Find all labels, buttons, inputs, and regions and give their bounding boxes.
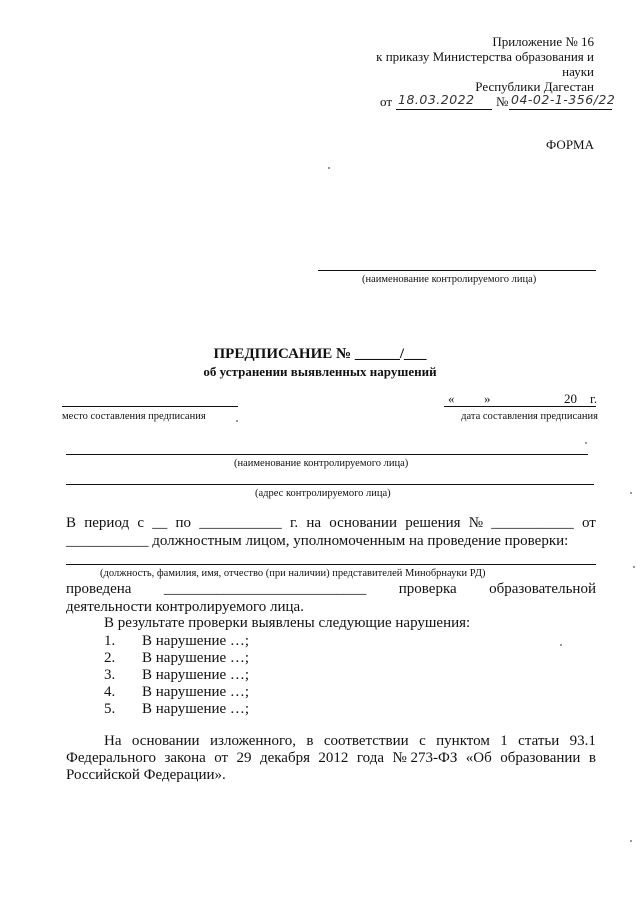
official-line [66, 564, 596, 565]
violation-text: В нарушение …; [142, 667, 250, 683]
word: пунктом [436, 733, 490, 749]
word: В [66, 515, 77, 531]
violation-number: 1. [104, 633, 116, 649]
word: № 273-ФЗ [392, 750, 458, 766]
order-date-handwritten: 18.03.2022 [398, 92, 475, 107]
order-date-underline [396, 109, 492, 110]
period-line-1 [66, 514, 596, 532]
entity-caption: (наименование контролируемого лица) [234, 458, 409, 469]
word: от [214, 750, 229, 766]
basis-line-3: Российской Федерации». [66, 767, 226, 783]
period-line-2: ___________ должностным лицом, уполномоченным на проведение проверки: [66, 533, 569, 549]
form-label: ФОРМА [546, 137, 594, 152]
basis-line-1 [104, 732, 596, 750]
word: от [582, 515, 596, 531]
entity-line [66, 454, 588, 455]
order-from-label: от [380, 94, 393, 109]
word: года [356, 750, 384, 766]
word: по [175, 515, 192, 531]
order-reference: к приказу Министерства образования и [376, 49, 594, 64]
appendix-number: Приложение № 16 [492, 34, 594, 49]
word: образовательной [489, 581, 596, 597]
word: № [468, 515, 484, 531]
result-intro: В результате проверки выявлены следующие нарушения: [104, 615, 471, 631]
blank-field: ___________ [199, 515, 282, 531]
word: период [84, 515, 130, 531]
word: с [137, 515, 145, 531]
word: изложенного, [210, 733, 296, 749]
word: статьи [518, 733, 560, 749]
top-entity-caption: (наименование контролируемого лица) [362, 274, 537, 285]
address-caption: (адрес контролируемого лица) [255, 488, 391, 499]
word: основании [329, 515, 397, 531]
scan-speck [236, 420, 238, 422]
scan-speck [328, 167, 330, 169]
word: 2012 [318, 750, 349, 766]
violation-number: 2. [104, 650, 116, 666]
activity-line: деятельности контролируемого лица. [66, 599, 304, 615]
violation-number: 3. [104, 667, 116, 683]
document-title: ПРЕДПИСАНИЕ № ______/___ [213, 346, 427, 362]
word: 1 [500, 733, 508, 749]
word: на [306, 515, 322, 531]
scan-speck [630, 492, 632, 494]
date-year-suffix: г. [590, 391, 598, 406]
word: в [588, 750, 596, 766]
order-reference-cont: науки [562, 64, 594, 79]
place-line [62, 406, 238, 407]
word: г. [289, 515, 299, 531]
date-open-quote: « [448, 391, 455, 406]
blank-field: ___________ [491, 515, 574, 531]
republic-name: Республики Дагестан [475, 79, 594, 94]
blank-field: __ [152, 515, 168, 531]
violation-number: 5. [104, 701, 116, 717]
scan-speck [585, 442, 587, 444]
word: основании [131, 733, 200, 749]
order-number-underline [509, 109, 612, 110]
word: закона [164, 750, 206, 766]
date-line [444, 406, 596, 407]
word: в [306, 733, 314, 749]
violation-text: В нарушение …; [142, 701, 250, 717]
scan-speck [633, 566, 635, 568]
word: декабря [259, 750, 310, 766]
basis-line-2 [66, 749, 596, 767]
order-number-handwritten: 04-02-1-356/22 [511, 92, 616, 107]
word: 93.1 [569, 733, 596, 749]
place-caption: место составления предписания [62, 411, 206, 422]
scan-speck [630, 840, 632, 842]
scan-speck [560, 644, 562, 646]
violation-number: 4. [104, 684, 116, 700]
document-subtitle: об устранении выявленных нарушений [203, 364, 437, 379]
word: Федерального [66, 750, 157, 766]
word: На [104, 733, 122, 749]
conducted-line [66, 580, 596, 598]
violation-text: В нарушение …; [142, 633, 250, 649]
word: проведена [66, 581, 132, 597]
word: проверка [398, 581, 457, 597]
top-entity-line [318, 270, 596, 271]
word: образовании [500, 750, 581, 766]
address-line [66, 484, 594, 485]
date-close-quote: » [484, 391, 491, 406]
date-caption: дата составления предписания [461, 411, 598, 422]
word: 29 [236, 750, 252, 766]
word: решения [405, 515, 461, 531]
official-caption: (должность, фамилия, имя, отчество (при наличии) представителей Минобрнауки РД) [100, 568, 486, 579]
word: соответствии [323, 733, 409, 749]
order-number-label: № [496, 94, 509, 109]
word: «Об [465, 750, 492, 766]
violation-text: В нарушение …; [142, 684, 250, 700]
violation-text: В нарушение …; [142, 650, 250, 666]
blank-field: ___________________________ [163, 581, 367, 597]
word: с [419, 733, 426, 749]
date-year-prefix: 20 [564, 391, 577, 406]
